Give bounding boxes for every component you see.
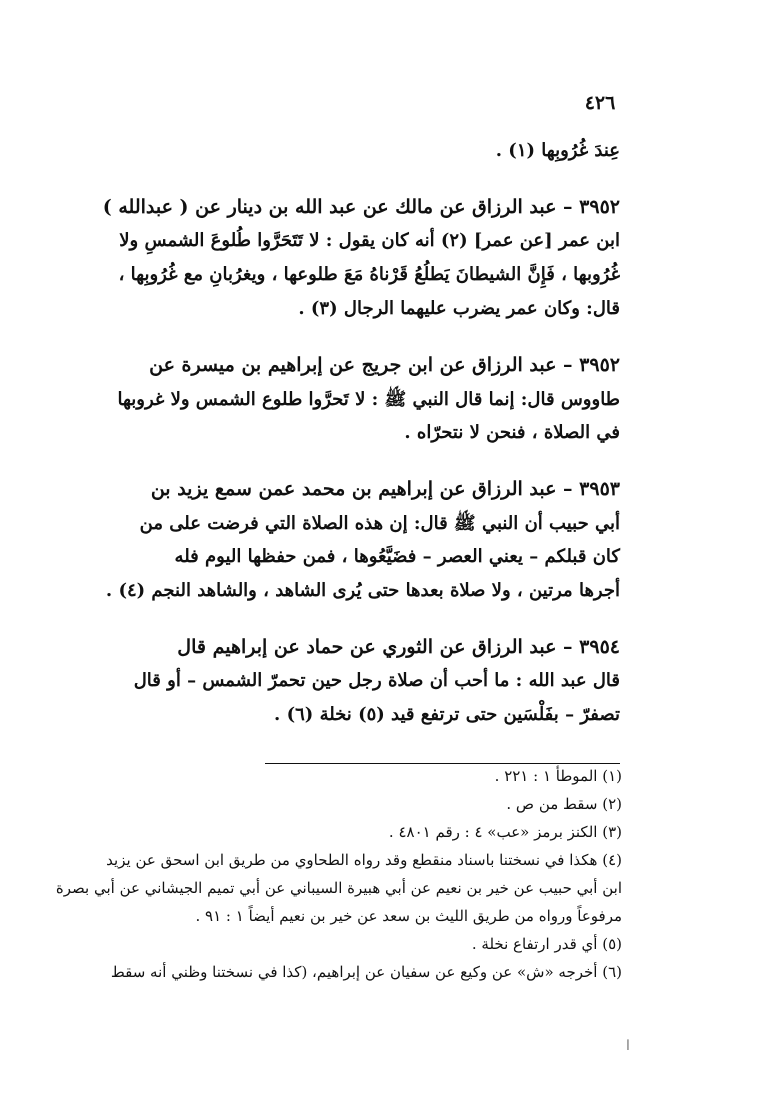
footnote-line: ابن أبي حبيب عن خير بن نعيم عن أبي هبيرة السيباني عن أبي تميم الجيشاني عن أبي بصرة [55, 879, 622, 897]
text-line: عِندَ غُرُوبِها (١) . [495, 140, 620, 161]
footnote-line: (١) الموطأ ١ : ٢٢١ . [494, 767, 622, 785]
text-line: غُرُوبها ، فَإِنَّ الشيطانَ يَطلُعُ قَرْناهُ مَعَ طلوعها ، ويغرُبانِ مع غُرُوبِها ، [118, 264, 620, 285]
text-line: أبي حبيب أن النبي ﷺ قال: إن هذه الصلاة التي فرضت على من [139, 513, 620, 534]
footnote-line: (٣) الكنز برمز «عب» ٤ : رقم ٤٨٠١ . [388, 823, 622, 841]
paragraph-gap [100, 174, 620, 196]
text-line: ٣٩٥٤ – عبد الرزاق عن الثوري عن حماد عن إبراهيم قال [177, 636, 620, 658]
footnote-line: (٦) أخرجه «ش» عن وكيع عن سفيان عن إبراهيم، (كذا في نسختنا وظني أنه سقط [110, 963, 622, 981]
text-line: قال عبد الله : ما أحب أن صلاة رجل حين تحمرّ الشمس – أو قال [133, 670, 620, 691]
text-line: ٣٩٥٢ – عبد الرزاق عن مالك عن عبد الله بن دينار عن ( عبدالله ) [102, 196, 620, 218]
text-line: ٣٩٥٢ – عبد الرزاق عن ابن جريج عن إبراهيم بن ميسرة عن [149, 354, 620, 376]
text-line: ٣٩٥٣ – عبد الرزاق عن إبراهيم بن محمد عمن سمع يزيد بن [150, 478, 620, 500]
text-line: تصفرّ – بفَلْسَين حتى ترتفع قيد (٥) نخلة (٦) . [274, 704, 620, 725]
footnote-line: (٤) هكذا في نسختنا باسناد منقطع وقد رواه الطحاوي من طريق ابن اسحق عن يزيد [106, 851, 622, 869]
text-line: قال: وكان عمر يضرب عليهما الرجال (٣) . [298, 298, 620, 319]
paragraph-gap [100, 332, 620, 354]
footnote-line: مرفوعاً ورواه من طريق الليث بن سعد عن خير بن نعيم أيضاً ١ : ٩١ . [195, 907, 622, 925]
page-number: ٤٢٦ [584, 92, 616, 114]
text-line: ابن عمر [عن عمر] (٢) أنه كان يقول : لا تَتَحَرَّوا طُلوعَ الشمسِ ولا [119, 230, 620, 251]
text-line: طاووس قال: إنما قال النبي ﷺ : لا تَحرَّوا طلوع الشمس ولا غروبها [117, 389, 620, 410]
text-line: أجرها مرتين ، ولا صلاة بعدها حتى يُرى الشاهد ، والشاهد النجم (٤) . [105, 580, 620, 601]
footnote-divider [265, 763, 620, 764]
paragraph-gap [100, 456, 620, 478]
paragraph-gap [100, 614, 620, 636]
main-text [100, 140, 620, 738]
footnotes [55, 767, 622, 991]
margin-mark: ا [626, 1038, 630, 1054]
footnote-line: (٢) سقط من ص . [506, 795, 622, 813]
text-line: كان قبلكم – يعني العصر – فضَيَّعُوها ، فمن حفظها اليوم فله [174, 546, 620, 567]
footnote-line: (٥) أي قدر ارتفاع نخلة . [471, 935, 622, 953]
text-line: في الصلاة ، فنحن لا نتحرّاه . [404, 422, 620, 443]
